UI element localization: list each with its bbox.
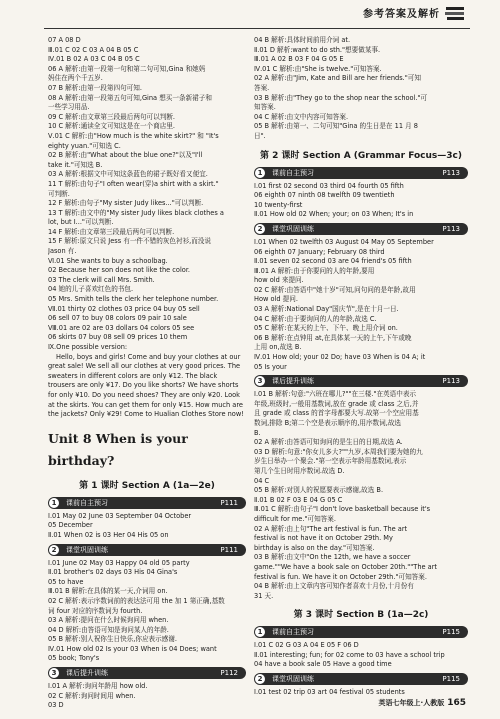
answer-line: 03 D (48, 701, 64, 710)
section-page: P111 (220, 545, 238, 554)
answer-line: 02 Because her son does not like the color. (48, 266, 191, 275)
answer-line: Ⅰ.01 C 02 G 03 A 04 E 05 F 06 D (254, 641, 359, 650)
answer-line: Ⅱ.01 How old 02 When; your; on 03 When; It's in (254, 210, 414, 219)
answer-line: Ⅳ.01 How old; your 02 Do; have 03 When is 04 A; it (254, 353, 426, 362)
answer-line: 02 A 解析:由上句"The art festival is fun. The art (254, 524, 408, 533)
section-number: 2 (255, 224, 265, 234)
answer-line: 03 A 解析:根据文中可知这条蓝色的裙子既好看又便宜. (48, 170, 208, 179)
answer-line: Ⅰ.01 June 02 May 03 Happy 04 old 05 party (48, 558, 190, 567)
answer-line: 12 F 解析:由句子"My sister Judy likes..."可以判断. (48, 199, 204, 208)
left-section-1 (48, 512, 246, 541)
answer-line: Ⅶ.01 thirty 02 clothes 03 price 04 buy 05 sell (48, 304, 200, 313)
section-number: 1 (255, 168, 265, 178)
answer-line: 05 B 解析:别人祝你生日快乐,你应表示感谢. (48, 635, 178, 644)
answer-line: 02 C 解析:表示序数词前的表达法可用 the 加 1 第正确,基数 (48, 596, 225, 605)
header-title: 参考答案及解析 (363, 9, 440, 20)
section-label: 课前自主预习 (66, 498, 108, 507)
page-footer (379, 699, 466, 709)
footer-label: 英语七年级上·人教版 (378, 699, 445, 708)
answer-line: 04 B 解析:由上文章内容可知作者喜欢十月份,十月份有 (254, 582, 414, 591)
answer-line: 05 Mrs. Smith tells the clerk her telephone number. (48, 295, 219, 304)
answer-line: 02 C 解析:询问时间用 when. (48, 691, 136, 700)
answer-line: lot, but I..."可以判断. (48, 218, 114, 227)
section-number: 3 (255, 376, 265, 386)
left-column (48, 36, 246, 711)
answer-line: festival is fun. We have it on October 29th."可知答案. (254, 572, 427, 581)
right-section-4 (254, 641, 468, 670)
answer-line: Ⅷ.01 are 02 are 03 dollars 04 colors 05 see (48, 323, 195, 332)
left-answers-b (48, 132, 246, 257)
section-page: P111 (220, 498, 238, 507)
answer-line: Ⅳ.01 How old 02 Is your 03 When is 04 Does; want (48, 644, 217, 653)
answer-line: 11 T 解析:由句子"I often wear(穿)a shirt with a skirt." (48, 179, 219, 188)
answer-line: 03 The clerk will call Mrs. Smith. (48, 275, 155, 284)
section-band (48, 497, 246, 509)
answer-line: 02 B 解析:由"What about the blue one?"以及"I'll (48, 151, 203, 160)
section-page: P113 (442, 224, 460, 233)
header-divider (44, 28, 470, 29)
answer-line: Ⅰ.01 test 02 trip 03 art 04 festival 05 students (254, 688, 405, 697)
section-page: P115 (442, 675, 460, 684)
answer-line: Ⅲ.01 C 02 C 03 A 04 B 05 C (48, 45, 139, 54)
right-column (254, 36, 468, 698)
section-page: P113 (442, 377, 460, 386)
answer-line: 03 A 解析:提问在什么时候询问用 when. (48, 616, 169, 625)
left-section-3 (48, 682, 246, 711)
answer-line: 05 B 解析:对别人的祝愿要表示感谢,故选 B. (254, 486, 384, 495)
section-label: 课后提升训练 (66, 669, 108, 678)
answer-line: Jason 有. (48, 247, 77, 256)
answer-line: 第几个生日时用序数词.故选 D. (254, 466, 345, 475)
section-number: 2 (255, 674, 265, 684)
answer-line: 04 B 解析:具体时间前用介词 at. (254, 36, 351, 44)
answer-line: 13 T 解析:由文中的"My sister Judy likes black clothes a (48, 208, 224, 217)
section-label: 课堂巩固训练 (272, 224, 314, 233)
answer-line: B. (254, 428, 261, 437)
answer-line: 04 C 解析:由于要询问的人的年龄,故选 C. (254, 314, 377, 323)
lesson-title: 第 2 课时 Section A (Grammar Focus—3c) (260, 150, 462, 161)
answer-line: 上用 on,故选 B. (254, 343, 302, 352)
answer-line: 06 B 解析:在点钟用 at,在具体某一天的上午,下午或晚 (254, 333, 412, 342)
answer-line: 06 eighth 07 January; February 08 third (254, 247, 385, 256)
lesson-title: 第 1 课时 Section A (1a—2e) (79, 480, 215, 491)
answer-line: 一些学习用品. (48, 103, 90, 112)
right-section-5 (254, 688, 468, 698)
answer-line: 03 A 解析:National Day"国庆节",是在十月一日. (254, 305, 399, 314)
sample-essay: Hello, boys and girls! Come and buy your clothes at our great sale! We sell all our clothes at very good prices. The sweaters in different colors are only ¥12. The black trousers are only ¥17. Do you like shorts? We have shorts for only ¥10. Do you need shoes? They are only ¥20. Look at the skirts. You can get them for only ¥15. How much are the jackets? Only ¥29! Come to Hualian Clothes Store now! (48, 352, 244, 419)
answer-line: Ⅱ.01 When 02 is 03 Her 04 His 05 on (48, 530, 169, 539)
section-band (254, 626, 468, 638)
answer-line: 知答案. (254, 103, 276, 112)
section-number: 1 (255, 627, 265, 637)
unit-title: Unit 8 When is your birthday? (48, 430, 188, 468)
answer-line: 数词,排除 B;第二个空是表示顺序的,用序数词,故选 (254, 419, 402, 427)
section-number: 3 (49, 668, 59, 678)
section-page: P115 (442, 628, 460, 637)
answer-line: 04 C 解析:由文中内容可知答案. (254, 112, 349, 121)
answer-line: 妈住在两个千五岁. (48, 74, 103, 83)
section-page: P112 (220, 669, 238, 678)
section-band (48, 667, 246, 679)
right-section-3 (254, 390, 468, 601)
answer-line: 03 B 解析:由"They go to the shop near the school."可 (254, 93, 428, 102)
answer-line: 15 F 解析:原文只说 Jess 有一件不错的灰色衬衫,而没说 (48, 237, 212, 246)
answer-line: Ⅳ.01 B 02 A 03 C 04 B 05 C (48, 55, 140, 64)
answer-line: 05 December (48, 521, 93, 530)
answer-line: 日". (254, 131, 266, 140)
section-label: 课后提升训练 (272, 377, 314, 386)
right-section-1 (254, 182, 468, 220)
answer-line: 14 F 解析:由文章第三段最后两句可以判断. (48, 227, 175, 236)
answer-line: 05 to have (48, 577, 84, 586)
answer-line: take it."可知选 B. (48, 160, 103, 169)
answer-line: Ⅲ.01 A 解析:由于你要问的人的年龄,要用 (254, 266, 375, 275)
answer-line: 02 A 解析:由"Jim, Kate and Bill are her friends."可知 (254, 74, 421, 83)
left-answers-c (48, 257, 246, 353)
left-answers-a (48, 36, 246, 132)
answer-line: 04 C (254, 476, 270, 485)
right-section-2 (254, 238, 468, 372)
answer-line: 06 A 解析:由第一段第一句和第二句可知,Gina 和她妈 (48, 64, 206, 73)
answer-line: Ⅰ.01 May 02 June 03 September 04 October (48, 511, 192, 520)
answer-line: 05 book; Tony's (48, 654, 100, 663)
answer-line: 答案. (254, 83, 270, 92)
right-answers-top (254, 36, 468, 142)
section-number: 2 (49, 545, 59, 555)
answer-line: Ⅰ.01 first 02 second 03 third 04 fourth 05 fifth (254, 181, 404, 190)
answer-line: difficult for me."可知答案. (254, 514, 336, 523)
book-stack-icon (444, 4, 466, 24)
answer-line: 06 sell 07 to buy 08 colors 09 pair 10 sale (48, 314, 187, 323)
answer-line: 10 twenty-first (254, 200, 303, 209)
answer-line: Ⅱ.01 B 02 F 03 E 04 G 05 C (254, 495, 343, 504)
section-page: P113 (442, 168, 460, 177)
section-label: 课堂巩固训练 (66, 545, 108, 554)
lesson-title: 第 3 课时 Section B (1a—2c) (293, 610, 429, 621)
page-number: 165 (447, 698, 466, 709)
answer-line: 03 B 解析:由文中"On the 12th, we have a soccer (254, 553, 411, 562)
answer-line: 07 B 解析:由第一段第四句可知. (48, 83, 142, 92)
section-band (254, 167, 468, 179)
answer-line: Ⅱ.01 brother's 02 days 03 His 04 Gina's (48, 568, 178, 577)
answer-line: Ⅲ.01 C 解析:由句子"I don't love basketball because it's (254, 505, 431, 514)
section-band (254, 223, 468, 235)
answer-line: 08 A 解析:由第一段第五句可知,Gina 想买一条新裙子和 (48, 93, 212, 102)
answer-line: eighty yuan."可知选 C. (48, 141, 121, 150)
answer-line: 岁生日举办一个聚会."第一空表示年龄用基数词,表示 (254, 457, 407, 466)
answer-line: 04 D 解析:由答语可知是询问某人的年龄. (48, 625, 169, 634)
answer-line: 05 B 解析:由第一、二句可知"Gina 的生日是在 11 月 8 (254, 122, 418, 131)
answer-line: how old 来提问. (254, 276, 304, 285)
answer-line: Ⅰ.01 When 02 twelfth 03 August 04 May 05 September (254, 237, 434, 246)
section-band (254, 375, 468, 387)
left-section-2 (48, 559, 246, 665)
answer-line: 05 Is your (254, 362, 287, 371)
answer-line: Ⅸ.One possible version: (48, 343, 128, 351)
answer-line: festival is not have it on October 29th. My (254, 534, 393, 543)
answer-line: 可判断. (48, 189, 70, 198)
answer-line: 07 A 08 D (48, 36, 81, 44)
answer-line: 且 grade 或 class 的首字母都要大写.故第一个空应用基 (254, 409, 419, 418)
section-label: 课前自主预习 (272, 628, 314, 637)
answer-line: How old 提问. (254, 295, 298, 304)
answer-line: 03 D 解析:句意:"你女儿多大?""九岁,本周我们要为她的九 (254, 447, 423, 456)
answer-line: 04 她的儿子喜欢红色的书包. (48, 285, 134, 294)
answer-line: Ⅱ.01 seven 02 second 03 are 04 friend's 05 fifth (254, 257, 412, 266)
answer-line: 02 A 解析:由答语可知询问的是生日的日期,故选 A. (254, 438, 403, 447)
answer-line: Ⅰ.01 B 解析:句意:"六班在哪儿?""在三楼."在英语中表示 (254, 390, 417, 399)
answer-line: 05 C 解析:在某天的上午、下午、晚上用介词 on. (254, 324, 398, 333)
answer-line: 09 C 解析:由文章第三段最后两句可以判断. (48, 112, 176, 121)
answer-line: Ⅳ.01 C 解析:由"She is twelve."可知答案. (254, 64, 382, 73)
answer-line: 31 天. (254, 591, 274, 600)
answer-line: 04 have a book sale 05 Have a good time (254, 660, 392, 669)
answer-line: Ⅵ.01 She wants to buy a schoolbag. (48, 256, 168, 265)
answer-line: 10 C 解析:通读全文可知这是在一个商店里. (48, 122, 176, 131)
section-label: 课堂巩固训练 (272, 675, 314, 684)
section-band (254, 673, 468, 685)
answer-line: game.""We have a book sale on October 20th.""The art (254, 562, 437, 571)
answer-line: 02 C 解析:由答语中"她十岁"可知,问句问的是年龄,故用 (254, 285, 416, 294)
section-label: 课前自主预习 (272, 168, 314, 177)
answer-line: Ⅴ.01 C 解析:由"How much is the white skirt?" 和 "It's (48, 131, 219, 140)
answer-line: 年级,班级时,一般用基数词,放在 grade 或 class 之后,并 (254, 399, 419, 408)
answer-line: Ⅱ.01 interesting; fun; for 02 come to 03 have a school trip (254, 650, 445, 659)
answer-line: 词 four 对应的序数词为 fourth. (48, 606, 143, 615)
answer-line: 06 skirts 07 buy 08 sell 09 prices 10 them (48, 333, 188, 342)
answer-line: Ⅱ.01 D 解析:want to do sth."想要做某事. (254, 45, 381, 54)
answer-line: Ⅲ.01 A 02 B 03 F 04 G 05 E (254, 55, 344, 64)
answer-line: birthday is also on the day."可知答案. (254, 543, 375, 552)
answer-line: Ⅰ.01 A 解析:询问年龄用 how old. (48, 682, 148, 691)
answer-line: Ⅲ.01 B 解析:在具体的某一天,介词用 on. (48, 587, 168, 596)
section-number: 1 (49, 498, 59, 508)
section-band (48, 544, 246, 556)
answer-line: 06 eighth 07 ninth 08 twelfth 09 twentieth (254, 191, 395, 200)
